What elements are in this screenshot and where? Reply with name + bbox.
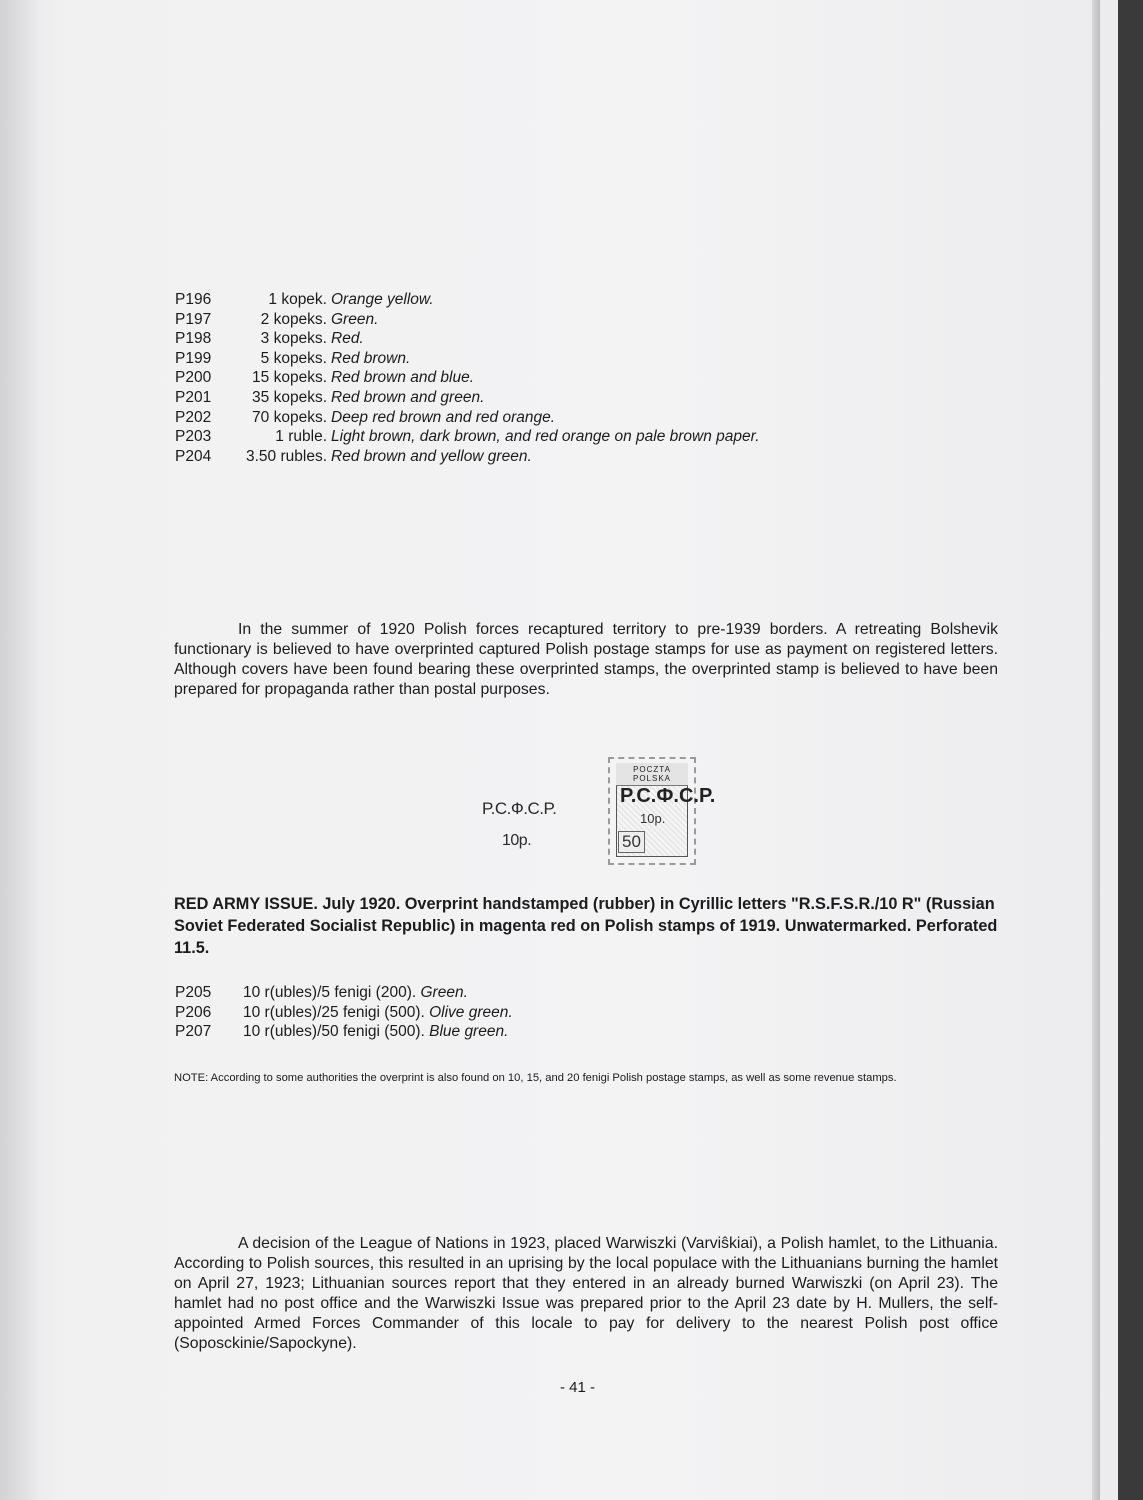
stamp-overprint-value: 10p. [640, 811, 666, 826]
catalog-row [175, 290, 875, 310]
stamp-image [608, 757, 716, 865]
catalog-number: P196 [175, 291, 212, 308]
catalog-value: 1 kopek. [268, 291, 327, 308]
catalog-row [175, 388, 875, 408]
catalog-number: P199 [175, 349, 212, 367]
catalog-description: Red brown and yellow green. [331, 447, 532, 465]
catalog-row [175, 329, 875, 349]
binding-shadow [0, 0, 40, 1500]
catalog-row [175, 447, 875, 467]
stamp-band-text: POCZTA POLSKA [616, 763, 688, 786]
page-number: - 41 - [560, 1379, 596, 1396]
catalog-description: Red brown and blue. [331, 369, 475, 387]
catalog-list-p196-p204 [175, 290, 875, 466]
stamp-overprint: P.C.Ф.C.P. [620, 785, 716, 807]
catalog-value: 5 kopeks. [260, 349, 327, 367]
catalog-number: P197 [175, 310, 212, 328]
catalog-description: Olive green. [429, 1003, 513, 1021]
catalog-number: P202 [175, 408, 212, 426]
catalog-number: P206 [175, 1003, 212, 1021]
page-edge [1092, 0, 1100, 1500]
catalog-list-p205-p207 [175, 983, 875, 1042]
overprint-line2: 10p. [502, 832, 532, 849]
catalog-value: 10 r(ubles)/5 fenigi (200). [243, 984, 417, 1001]
catalog-description: Blue green. [429, 1023, 509, 1040]
catalog-value: 10 r(ubles)/25 fenigi (500). [243, 1003, 425, 1021]
stamp-face-value: 50 [618, 831, 645, 853]
catalog-description: Green. [331, 310, 379, 328]
catalog-value: 10 r(ubles)/50 fenigi (500). [243, 1023, 425, 1040]
catalog-number: P203 [175, 428, 212, 446]
red-army-issue-heading: RED ARMY ISSUE. July 1920. Overprint handstamped (rubber) in Cyrillic letters "R.S.F.S.R./10 R" (Russian Soviet Federated Socialist Republic) in magenta red on Polish stamps of 1919. Unwatermarked. Perforated 11.5. [174, 895, 998, 957]
catalog-description: Red. [331, 330, 364, 348]
catalog-value: 15 kopeks. [252, 369, 327, 387]
warwiszki-paragraph: A decision of the League of Nations in 1923, placed Warwiszki (Varviŝkiai), a Polish hamlet, to the Lithuania. According to Polish sources, this resulted in an uprising by the local populace with the Lithuanians burning the hamlet on April 27, 1923; Lithuanian sources report that they entered in an already burned Warwiszki (on April 23). The hamlet had no post office and the Warwiszki Issue was prepared prior to the April 23 date by H. Mullers, the self-appointed Armed Forces Commander of this locale to pay for delivery to the nearest Polish post office (Soposckinie/Sapockyne). [174, 1235, 998, 1352]
catalog-description: Red brown and green. [331, 388, 485, 406]
catalog-row [175, 1022, 875, 1042]
catalog-number: P204 [175, 447, 212, 465]
catalog-row [175, 349, 875, 369]
catalog-row [175, 983, 875, 1003]
catalog-number: P198 [175, 330, 212, 348]
catalog-value: 1 ruble. [275, 428, 327, 446]
catalog-value: 70 kopeks. [252, 408, 327, 426]
intro-paragraph: In the summer of 1920 Polish forces recaptured territory to pre-1939 borders. A retreating Bolshevik functionary is believed to have overprinted captured Polish postage stamps for use as payment on registered letters. Although covers have been found bearing these overprinted stamps, the overprinted stamp is believed to have been prepared for propaganda rather than postal purposes. [174, 621, 998, 698]
catalog-value: 3.50 rubles. [246, 447, 327, 465]
catalog-value: 3 kopeks. [260, 330, 327, 348]
catalog-row [175, 368, 875, 388]
catalog-value: 2 kopeks. [260, 310, 327, 328]
note-paragraph: NOTE: According to some authorities the overprint is also found on 10, 15, and 20 fenigi Polish postage stamps, as well as some revenue stamps. [174, 1072, 897, 1084]
catalog-number: P205 [175, 984, 212, 1001]
catalog-number: P207 [175, 1023, 212, 1040]
catalog-row [175, 310, 875, 330]
catalog-description: Orange yellow. [331, 291, 434, 308]
catalog-description: Green. [420, 984, 468, 1001]
catalog-value: 35 kopeks. [252, 388, 327, 406]
catalog-row [175, 408, 875, 428]
catalog-description: Deep red brown and red orange. [331, 408, 556, 426]
catalog-row [175, 427, 875, 447]
catalog-row [175, 1003, 875, 1023]
catalog-number: P201 [175, 388, 212, 406]
overprint-line1: P.C.Ф.C.P. [482, 799, 557, 818]
overprint-sample [482, 800, 556, 849]
catalog-number: P200 [175, 369, 212, 387]
catalog-description: Light brown, dark brown, and red orange on pale brown paper. [331, 428, 760, 446]
catalog-description: Red brown. [331, 349, 411, 367]
